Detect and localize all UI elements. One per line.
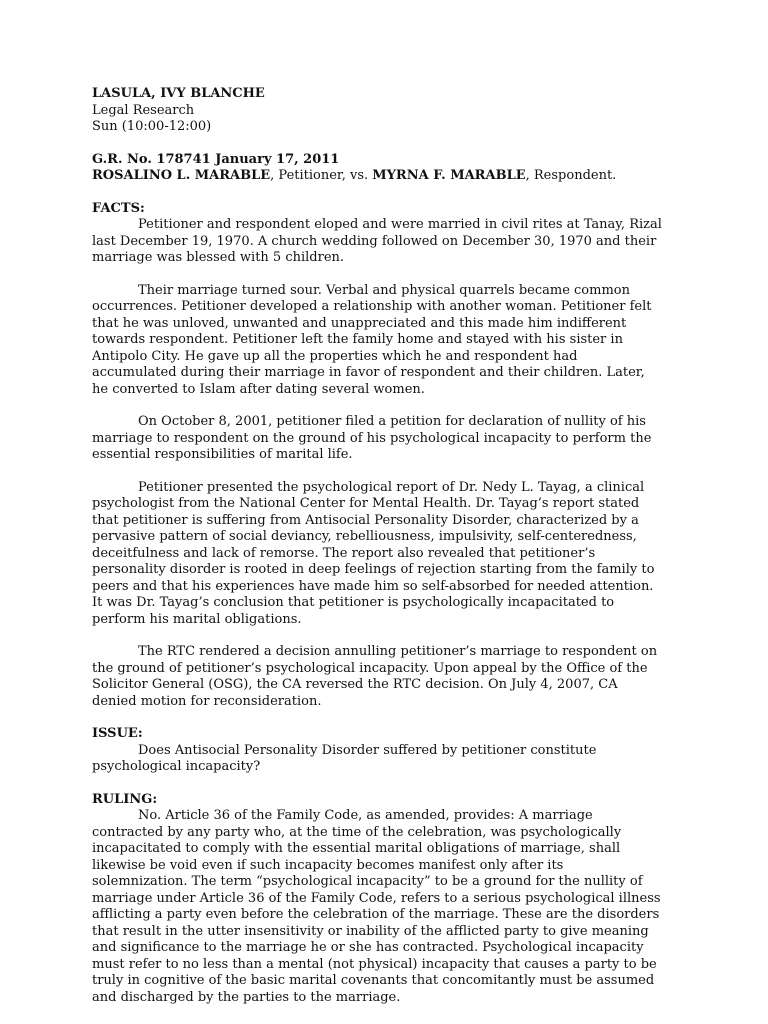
facts-paragraph: On October 8, 2001, petitioner filed a petition for declaration of nullity of his marriage to respondent on the ground of his psychological incapacity to perform the essential responsibilities of marital life. xyxy=(92,414,652,462)
ruling-heading: RULING: xyxy=(92,791,158,807)
class-schedule: Sun (10:00-12:00) xyxy=(92,119,212,134)
facts-paragraph: Their marriage turned sour. Verbal and physical quarrels became common occurrences. Petitioner developed a relationship with another woman. Petitioner felt that he was unloved, unwanted and unappreciated and this made him indifferent towards respondent. Petitioner left the family home and stayed with his sister in Antipolo City. He gave up all the properties which he and respondent had accumulated during their marriage in favor of respondent and their children. Later, he converted to Islam after dating several women. xyxy=(92,282,652,397)
author-name: LASULA, IVY BLANCHE xyxy=(92,86,265,101)
document-body xyxy=(92,86,662,1006)
case-parties xyxy=(92,168,662,185)
issue-heading: ISSUE: xyxy=(92,726,143,741)
facts-paragraph: The RTC rendered a decision annulling petitioner’s marriage to respondent on the ground of petitioner’s psychological incapacity. Upon appeal by the Office of the Solicitor General (OSG), the CA reversed the RTC decision. On July 4, 2007, CA denied motion for reconsideration. xyxy=(92,644,658,709)
case-number: G.R. No. 178741 January 17, 2011 xyxy=(92,151,340,167)
facts-paragraph: Petitioner presented the psychological report of Dr. Nedy L. Tayag, a clinical psychologist from the National Center for Mental Health. Dr. Tayag’s report stated that petitioner is suffering from Antisocial Personality Disorder, characterized by a pervasive pattern of social deviancy, rebelliousness, impulsivity, self-centeredness, deceitfulness and lack of remorse. The report also revealed that petitioner’s personality disorder is rooted in deep feelings of rejection starting from the family to peers and that his experiences have made him so self-absorbed for needed attention. It was Dr. Tayag’s conclusion that petitioner is psychologically incapacitated to perform his marital obligations. xyxy=(92,479,655,627)
spacer xyxy=(92,710,662,726)
issue-text: Does Antisocial Personality Disorder suffered by petitioner constitute psychological incapacity? xyxy=(92,742,597,774)
spacer xyxy=(92,267,662,283)
petitioner-name: ROSALINO L. MARABLE xyxy=(92,168,271,183)
facts-heading: FACTS: xyxy=(92,200,145,216)
petitioner-role: , Petitioner, vs. xyxy=(270,168,373,183)
spacer xyxy=(92,776,662,792)
spacer xyxy=(92,136,662,152)
respondent-name: MYRNA F. MARABLE xyxy=(372,168,526,183)
spacer xyxy=(92,464,662,480)
course-name: Legal Research xyxy=(92,102,195,118)
spacer xyxy=(92,185,662,201)
spacer xyxy=(92,628,662,644)
spacer xyxy=(92,398,662,414)
ruling-text: No. Article 36 of the Family Code, as amended, provides: A marriage contracted by any party who, at the time of the celebration, was psychologically incapacitated to comply with the essential marital obligations of marriage, shall likewise be void even if such incapacity becomes manifest only after its solemnization. The term “psychological incapacity” to be a ground for the nullity of marriage under Article 36 of the Family Code, refers to a serious psychological illness afflicting a party even before the celebration of the marriage. These are the disorders that result in the utter insensitivity or inability of the afflicted party to give meaning and significance to the marriage he or she has contracted. Psychological incapacity must refer to no less than a mental (not physical) incapacity that causes a party to be truly in cognitive of the basic marital covenants that concomitantly must be assumed and discharged by the parties to the marriage. xyxy=(92,808,661,1005)
respondent-role: , Respondent. xyxy=(525,168,617,183)
facts-paragraph: Petitioner and respondent eloped and were married in civil rites at Tanay, Rizal last December 19, 1970. A church wedding followed on December 30, 1970 and their marriage was blessed with 5 children. xyxy=(92,217,662,265)
